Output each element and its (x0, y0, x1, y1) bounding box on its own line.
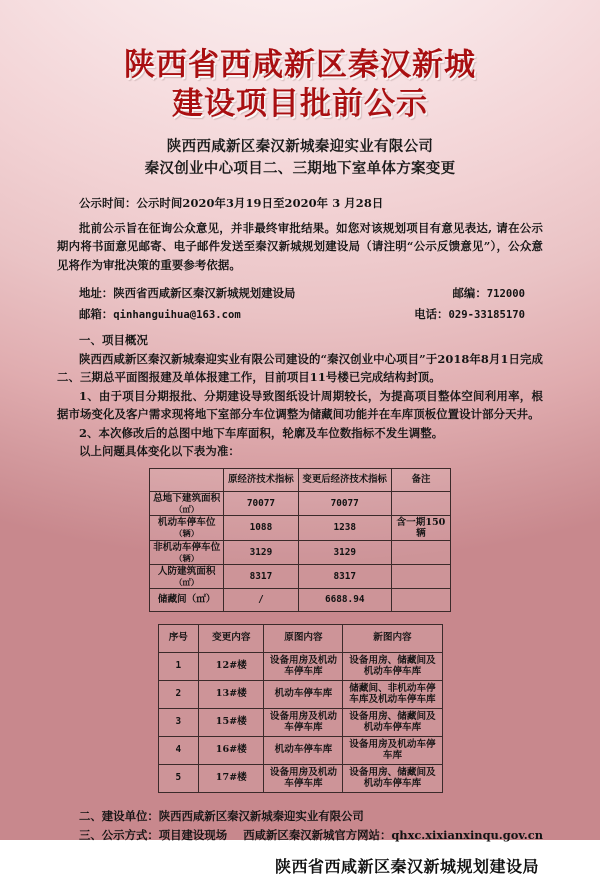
economic-remark-4 (391, 588, 450, 611)
economic-table-body (150, 468, 451, 611)
economic-after-1: 1238 (298, 515, 391, 540)
document-body (57, 180, 543, 793)
changes-new-0: 设备用房、储藏间及机动车停车库 (343, 652, 442, 680)
postcode-value: 712000 (486, 288, 525, 300)
changes-building-2: 15#楼 (199, 708, 264, 736)
economic-before-4: / (224, 588, 298, 611)
overview-paragraph-3: 2、本次修改后的总图中地下车库面积，轮廓及车位数指标不发生调整。 (79, 425, 444, 440)
issuing-authority-signature: 陕西省西咸新区秦汉新城规划建设局 (274, 856, 539, 876)
economic-item-2 (150, 540, 224, 564)
publicity-method-line (57, 826, 543, 845)
address-text (79, 283, 295, 303)
changes-old-4: 设备用房及机动车停车库 (264, 764, 343, 792)
changes-no-0: 1 (158, 652, 199, 680)
page-title-line2: 建设项目批前公示 (172, 86, 428, 122)
economic-remark-3 (391, 564, 450, 588)
table-row (150, 588, 451, 611)
address-row (57, 283, 543, 304)
overview-paragraph-4: 以上问题具体变化以下表为准： (79, 444, 240, 458)
economic-remark-2 (391, 540, 450, 564)
changes-building-0: 12#楼 (199, 652, 264, 680)
changes-building-4: 17#楼 (199, 764, 264, 792)
economic-before-1: 1088 (224, 515, 298, 540)
phone-label: 电话： (414, 307, 449, 321)
subtitle-block (0, 136, 600, 180)
table-row (150, 540, 451, 564)
changes-building-3: 16#楼 (199, 736, 264, 764)
table-row (158, 736, 442, 764)
economic-item-unit-2: （辆） (174, 552, 199, 563)
table-header-row (150, 468, 451, 491)
table-row (158, 708, 442, 736)
economic-item-0 (150, 491, 224, 515)
publicity-method-left: 三、公示方式：项目建设现场 (79, 827, 228, 842)
economic-table-holder (57, 461, 543, 612)
table-header-row (158, 624, 442, 652)
changes-header-2: 原图内容 (264, 624, 343, 652)
phone-value: 029-33185170 (448, 309, 525, 321)
construction-unit-line: 二、建设单位：陕西西咸新区秦汉新城秦迎实业有限公司 (79, 808, 364, 823)
changes-no-1: 2 (158, 680, 199, 708)
subtitle-project: 秦汉创业中心项目二、三期地下室单体方案变更 (144, 160, 456, 177)
economic-header-1: 原经济技术指标 (224, 468, 298, 491)
subtitle-company: 陕西西咸新区秦汉新城秦迎实业有限公司 (166, 138, 434, 155)
table-row (158, 652, 442, 680)
economic-item-unit-3: （㎡） (174, 576, 199, 587)
changes-old-1: 机动车停车库 (264, 680, 343, 708)
economic-item-3 (150, 564, 224, 588)
economic-header-3: 备注 (391, 468, 450, 491)
changes-new-1: 储藏间、非机动车停车库及机动车停车库 (343, 680, 442, 708)
publicity-method-website[interactable]: 西咸新区秦汉新城官方网站：qhxc.xixianxinqu.gov.cn (243, 827, 543, 842)
changes-header-0: 序号 (158, 624, 199, 652)
economic-item-name-2: 非机动车停车位 (153, 541, 221, 553)
economic-after-0: 70077 (298, 491, 391, 515)
changes-new-4: 设备用房、储藏间及机动车停车库 (343, 764, 442, 792)
table-row (150, 564, 451, 588)
economic-after-4: 6688.94 (298, 588, 391, 611)
changes-new-2: 设备用房、储藏间及机动车停车库 (343, 708, 442, 736)
economic-after-3: 8317 (298, 564, 391, 588)
overview-heading: 一、项目概况 (79, 333, 148, 347)
page-title-line1: 陕西省西咸新区秦汉新城 (124, 47, 476, 83)
document-footer (57, 793, 543, 877)
notice-paragraph: 批前公示旨在征询公众意见，并非最终审批结果。如您对该规划项目有意见表达, 请在公示期内将书面意见邮寄、电子邮件发送至秦汉新城规划建设局（请注明“公示反馈意见”），公众意见将作为审批决策的重要参考依据。 (57, 220, 543, 272)
changes-no-2: 3 (158, 708, 199, 736)
economic-before-3: 8317 (224, 564, 298, 588)
economic-item-unit-1: （辆） (174, 528, 199, 538)
changes-table-body (158, 624, 442, 792)
address-value: 陕西省西咸新区秦汉新城规划建设局 (113, 286, 296, 300)
email-value[interactable]: qinhanguihua@163.com (113, 309, 241, 321)
changes-new-3: 设备用房及机动车停车库 (343, 736, 442, 764)
changes-old-0: 设备用房及机动车停车库 (264, 652, 343, 680)
economic-indicators-table (149, 468, 451, 612)
changes-table (158, 624, 443, 793)
email-row (57, 304, 543, 325)
table-row (158, 764, 442, 792)
changes-table-holder (57, 612, 543, 793)
postcode-label: 邮编： (452, 286, 487, 300)
economic-remark-1: 含一期150辆 (391, 515, 450, 540)
economic-remark-0 (391, 491, 450, 515)
economic-before-0: 70077 (224, 491, 298, 515)
postcode-text (453, 283, 543, 304)
economic-item-name-0: 总地下建筑面积 (153, 492, 221, 504)
economic-item-name-1: 机动车停车位 (157, 517, 216, 528)
changes-building-1: 13#楼 (199, 680, 264, 708)
changes-header-1: 变更内容 (199, 624, 264, 652)
overview-paragraph-1: 陕西西咸新区秦汉新城秦迎实业有限公司建设的“秦汉创业中心项目”于2018年8月1日完成二、三期总平面图报建及单体报建工作，目前项目11号楼已完成结构封顶。 (57, 351, 543, 384)
changes-old-2: 设备用房及机动车停车库 (264, 708, 343, 736)
email-label: 邮箱： (79, 307, 114, 321)
publicity-time: 公示时间：公示时间2020年3月19日至2020年 3 月28日 (79, 196, 384, 210)
economic-header-2: 变更后经济技术指标 (298, 468, 391, 491)
address-label: 地址： (79, 286, 114, 300)
overview-paragraph-2: 1、由于项目分期报批、分期建设导致图纸设计周期较长，为提高项目整体空间利用率，根据市场变化及客户需求现将地下室部分车位调整为储藏间功能并在车库顶板位置设计部分天井。 (57, 388, 543, 421)
economic-header-0 (150, 468, 224, 491)
economic-item-4: 储藏间（㎡） (150, 588, 224, 611)
economic-before-2: 3129 (224, 540, 298, 564)
changes-no-3: 4 (158, 736, 199, 764)
economic-item-name-3: 人防建筑面积 (157, 565, 216, 577)
changes-header-3: 新图内容 (343, 624, 442, 652)
phone-text (414, 304, 543, 325)
table-row (150, 491, 451, 515)
economic-after-2: 3129 (298, 540, 391, 564)
economic-item-1 (150, 515, 224, 540)
table-row (150, 515, 451, 540)
table-row (158, 680, 442, 708)
changes-old-3: 机动车停车库 (264, 736, 343, 764)
economic-item-unit-0: （㎡） (174, 503, 199, 514)
changes-no-4: 5 (158, 764, 199, 792)
title-block (0, 0, 600, 124)
email-text (79, 304, 241, 325)
